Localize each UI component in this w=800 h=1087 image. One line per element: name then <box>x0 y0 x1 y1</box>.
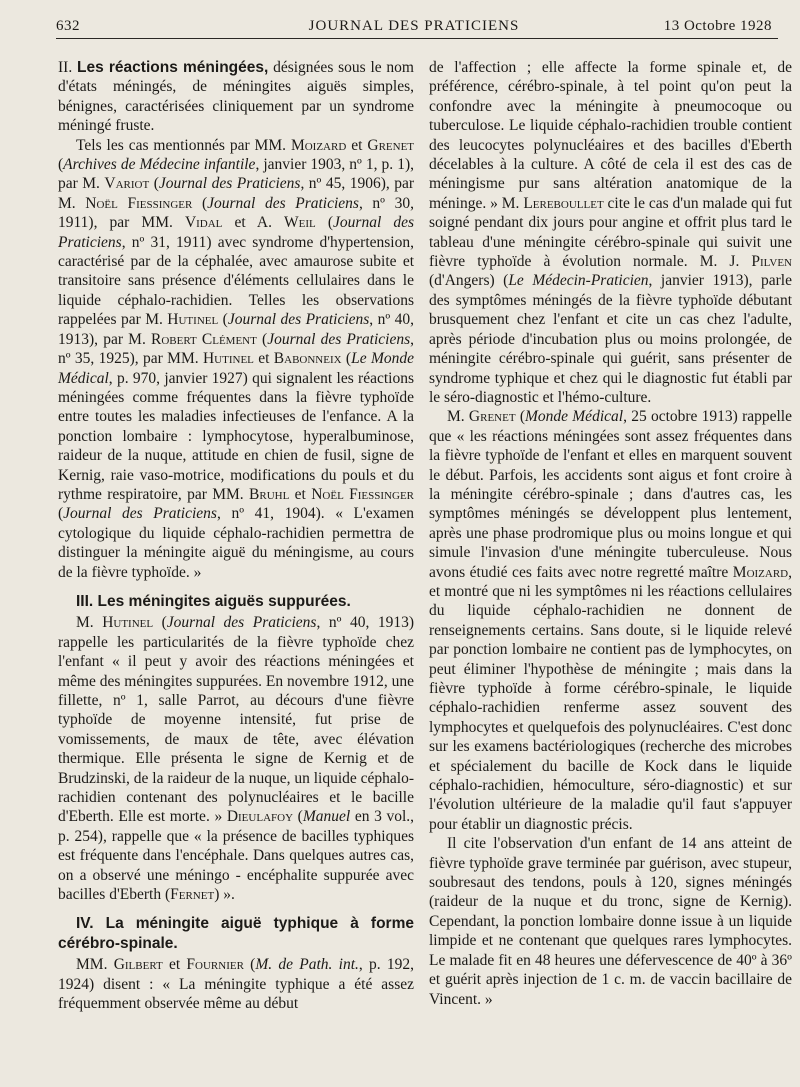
right-column <box>429 58 792 1009</box>
right-paragraph-continued: de l'affection ; elle affecte la forme spinale et, de préférence, cérébro-spinale, à tel point qu'on peut la confondre avec la méningite à pneumocoque ou tuberculose. Le liquide céphalo-rachidien trouble contient des leucocytes polynucléaires et des bacilles d'Eberth décelables à la culture. A côté de cela il est des cas de méningisme pur sans altération anatomique de la méninge. » M. Lereboullet cite le cas d'un malade qui fut soigné pendant dix jours pour angine et offrit plus tard le tableau d'une méningite cérébro-spinale qui suivit une fièvre typhoïde à évolution normale. M. J. Pilven (d'Angers) (Le Médecin-Praticien, janvier 1913), parle des symptômes méningés de la fièvre typhoïde débutant brusquement chez l'enfant et cite un cas chez l'adulte, après période d'incubation plus ou moins prolongée, de méningite cérébro-spinale qui guérit, sans présenter de syndrome typhique et chez qui le diagnostic fut établi par le séro-diagnostic et l'hémo-culture. <box>429 59 793 406</box>
journal-title: JOURNAL DES PRATICIENS <box>308 18 520 34</box>
header-rule <box>56 38 778 39</box>
section-3-paragraph: M. Hutinel (Journal des Praticiens, nº 40, 1913) rappelle les particularités de la fièvre typhoïde chez l'enfant « il peut y avoir des réactions méningées et même des méningites suppurées. En novembre 1912, une fillette, nº 1, salle Parrot, au décours d'une fièvre typhoïde de moyenne intensité, fut prise de vomissements, de maux de tête, avec élévation thermique. Elle présenta le signe de Kernig et de Brudzinski, de la raideur de la nuque, un liquide céphalo-rachidien contenant des polynucléaires et le bacille d'Eberth. Elle est morte. » Dieulafoy (Manuel en 3 vol., p. 254), rappelle que « la présence de bacilles typhiques est fréquente dans l'encéphale. Dans quelques autres cas, on a observé une méningo - encéphalite suppurée avec bacilles d'Eberth (Fernet) ». <box>58 614 415 904</box>
left-column <box>58 58 414 1014</box>
section-4-paragraph: MM. Gilbert et Fournier (M. de Path. int., p. 192, 1924) disent : « La méningite typhique a été assez fréquemment observée même au début <box>58 956 415 1013</box>
section-4-heading: IV. La méningite aiguë typhique à forme cérébro-spinale. <box>58 915 414 952</box>
right-paragraph-observation: Il cite l'observation d'un enfant de 14 ans atteint de fièvre typhoïde grave terminée par guérison, avec stupeur, soubresaut des tendons, pouls à 120, signes méningés (raideur de la nuque et du tronc, signe de Kernig). Cependant, la ponction lombaire donne issue à un liquide limpide et ne contenant que quelques rares lymphocytes. Le malade fit en 48 heures une défervescence de 40º à 36º et guérit après injection de 1 c. m. de vaccin bacillaire de Vincent. » <box>429 835 792 1008</box>
section-2-heading: II. Les réactions méningées, désignées sous le nom d'états méningés, de méningites aiguës simples, bénignes, caractérisées cliniquement par un syndrome méningé fruste. <box>58 59 414 135</box>
issue-date: 13 Octobre 1928 <box>663 18 772 34</box>
right-paragraph-grenet: M. Grenet (Monde Médical, 25 octobre 1913) rappelle que « les réactions méningées sont assez fréquentes dans la fièvre typhoïde de l'enfant et elles en marquent souvent le début. Parfois, les accidents sont aigus et font croire à la méningite cérébro-spinale ; dans d'autres cas, les symptômes méningés se développent plus lentement, après une phase prodromique plus ou moins longue et qui simule l'invasion d'une méningite tuberculeuse. Nous avons étudié ces faits avec notre regretté maître Moizard, et montré que ni les symptômes ni les réactions cellulaires du liquide céphalo-rachidien ne donnent de renseignements certains. Sans doute, si le liquide relevé par ponction lombaire ne contient pas de lymphocytes, on peut éliminer l'hypothèse de méningite ; mais dans la fièvre typhoïde à forme cérébro-spinale, le liquide céphalo-rachidien renferme assez souvent des lymphocytes et quelquefois des polynucléaires. C'est donc sur les examens bactériologiques (recherche des microbes et spécialement du bacille de Kock dans le liquide céphalo-rachidien, hémoculture, séro-diagnostic) et sur l'évolution ultérieure de la maladie qu'il faut s'appuyer pour établir un diagnostic précis. <box>429 408 792 833</box>
section-3-heading: III. Les méningites aiguës suppurées. <box>76 592 351 610</box>
page-number: 632 <box>56 18 80 34</box>
running-header <box>56 14 772 40</box>
section-2-paragraph: Tels les cas mentionnés par MM. Moizard et Grenet (Archives de Médecine infantile, janvier 1903, nº 1, p. 1), par M. Variot (Journal des Praticiens, nº 45, 1906), par M. Noël Fiessinger (Journal des Praticiens, nº 30, 1911), par MM. Vidal et A. Weil (Journal des Praticiens, nº 31, 1911) avec syndrome d'hypertension, caractérisé par de la céphalée, avec amaurose subite et transitoire sans présence d'éléments cellulaires dans le liquide céphalo-rachidien. Telles les observations rappelées par M. Hutinel (Journal des Praticiens, nº 40, 1913), par M. Robert Clément (Journal des Praticiens, nº 35, 1925), par MM. Hutinel et Babonneix (Le Monde Médical, p. 970, janvier 1927) qui signalent les réactions méningées comme fréquentes dans la fièvre typhoïde entre toutes les maladies infectieuses de l'enfance. A la ponction lombaire : lymphocytose, hyperalbuminose, raideur de la nuque, attitude en chien de fusil, signe de Kernig, raie vaso-motrice, modifications du pouls et du rythme respiratoire, par MM. Bruhl et Noël Fiessinger (Journal des Praticiens, nº 41, 1904). « L'examen cytologique du liquide céphalo-rachidien permettra de distinguer la méningite aiguë du méningisme, au cours de la fièvre typhoïde. » <box>58 136 415 581</box>
